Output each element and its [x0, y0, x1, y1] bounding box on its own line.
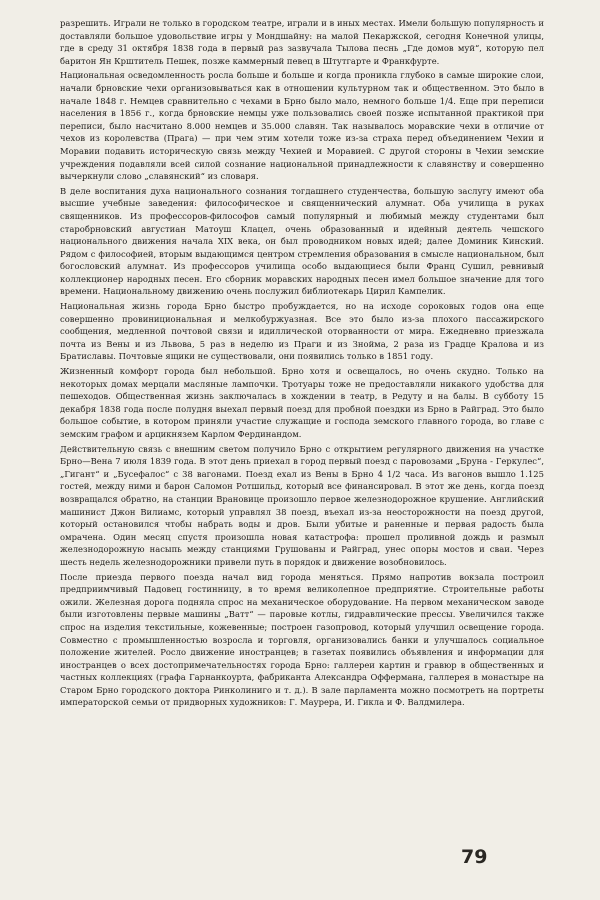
page-number: 79: [461, 846, 488, 868]
document-body: [60, 17, 544, 711]
paragraph-theatre: разрешить. Играли не только в городском театре, играли и в иных местах. Имели большую популярность и доставляли большое удовольствие игры у Мондшайну: на малой Пекаржской, сегодня Конечной улицы, где в среду 31 октября 1838 года в первый раз зазвучала Тылова песнь „Где домов муй“, которую пел баритон Ян Крштитель Пешек, позже каммерный певец в Штутгарте и Франкфурте.: [60, 18, 544, 66]
paragraph-comfort: Жизненный комфорт города был небольшой. Брно хотя и освещалось, но очень скудно. Только на некоторых домах мерцали масляные лампочки. Тротуары тоже не предоставляли никакого удобства для пешеходов. Общественная жизнь заключалась в хождении в театр, в Редуту и на балы. В субботу 15 декабря 1838 года после полудня выехал первый поезд для пробной поездки из Брно в Райград. Это было большое событие, в котором приняли участие служащие и господа земского главного города, во главе с земским графом и арцикнязем Карлом Фердинандом.: [60, 366, 544, 439]
paragraph-national-awareness: Национальная осведомленность росла больше и больше и когда проникла глубоко в самые широкие слои, начали брновские чехи организовываться как в отношении культурном так и общественном. Это было в начале 1848 г. Немцев сравнительно с чехами в Брно было мало, немного больше 1/4. Еще при переписи населения в 1856 г., когда брновские немцы уже пользовались своей позже испытанной практикой при переписи, было насчитано 8.000 немцев и 35.000 славян. Так называлось моравские чехи в отличие от чехов из королевства (Прага) — при чем этим хотели тоже из-за страха перед объединением Чехии и Моравии подавить историческую связь между Чехией и Моравией. С другой стороны в Чехии земские учреждения подавляли всей силой сознание национальной принадлежности к славянству и совершенно вычеркнули слово „славянский“ из словаря.: [60, 70, 544, 182]
paragraph-development: После приезда первого поезда начал вид города меняться. Прямо напротив вокзала построил предприимчивый Падовец гостинницу, в то время великолепное предприятие. Строительные работы ожили. Железная дорога подняла спрос на механическое оборудование. На первом механическом заводе были изготовлены первые машины „Ватт“ — паровые котлы, гидравлические прессы. Увеличился также спрос на изделия текстильные, кожевенные; построен газопровод, который улучшил освещение города. Совместно с промышленностью возросла и торговля, организовались банки и улучшалось социальное положение жителей. Росло движение иностранцев; в газетах появились объявления и информации для иностранцев о всех достопримечательностях города Брно: галлереи картин и гравюр в общественных и частных коллекциях (графа Гарнанкоурта, фабриканта Александра Оффермана, галлерея в монастыре на Старом Брно городского доктора Ринколиниго и т. д.). В зале парламента можно посмотреть на портреты императорской семьи от придворных художников: Г. Маурера, И. Гикла и Ф. Валдмилера.: [60, 571, 544, 708]
paragraph-railway: Действительную связь с внешним светом получило Брно с открытием регулярного движения на участке Брно—Вена 7 июля 1839 года. В этот день приехал в город первый поезд с паровозами „Бруна - Геркулес“, „Гигант“ и „Бусефалос“ с 38 вагонами. Поезд ехал из Вены в Брно 4 1/2 часа. Из вагонов вышло 1.125 гостей, между ними и барон Саломон Ротшильд, который все финансировал. В этот же день, когда поезд возвращался обратно, на станции Врановице произошло первое железнодорожное крушение. Английский машинист Джон Вилиамс, который управлял 38 поезд, въехал из-за неосторожности на поезд другой, который остановился чтобы набрать воды и дров. Были убитые и раненные и первая радость была омрачена. Один месяц спустя произошла новая катастрофа: прошел проливной дождь и размыл железнодорожную насыпь между станциями Грушованы и Райград, унес опоры мостов и сваи. Через шесть недель железнодорожники привели путь в порядок и движение возобновилось.: [60, 443, 544, 567]
paragraph-city-life: Национальная жизнь города Брно быстро пробуждается, но на исходе сороковых годов она еще совершенно провинициональная и мелкобуржуазная. Все это было из-за плохого пассажирского сообщения, медленной почтовой связи и идиллической оторванности от мира. Ежедневно приезжала почта из Вены и из Львова, 5 раз в неделю из Праги и из Зноймa, 2 раза из Градце Кралова и из Братиславы. Почтовые ящики не существовали, они появились только в 1851 году.: [60, 301, 544, 362]
paragraph-education: В деле воспитания духа национального сознания тогдашнего студенчества, большую заслугу имеют оба высшие учебные заведения: философическое и священнический алумнат. Оба училища в руках священников. Из профессоров-философов самый популярный и любимый между студентами был старобрновский августиан Матоуш Клацел, очень образованный и идейный деятель чешского национального движения начала XIX века, он был проводником новых идей; далее Доминик Кинский. Рядом с философией, вторым выдающимся центром стремления образования в смысле национальном, был богословский алумнат. Из профессоров училища особо выдающиеся были Франц Сушил, ревнивый коллекционер народных песен. Его сборник моравских народных песен имел большое значение для того времени. Национальному движению очень послужил библиотекарь Цирил Кампелик.: [60, 185, 544, 297]
